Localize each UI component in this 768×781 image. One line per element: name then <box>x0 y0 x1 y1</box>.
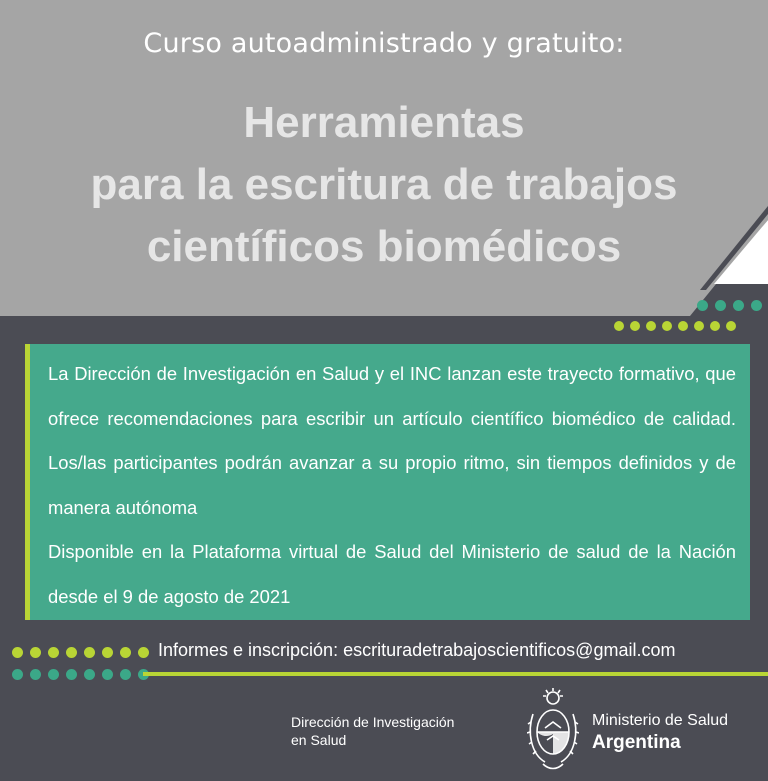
department-name <box>291 713 511 749</box>
department-line: Dirección de Investigación <box>291 714 455 730</box>
divider-line <box>143 672 768 676</box>
decorative-dots <box>697 300 762 311</box>
ministry-line: Ministerio de Salud <box>592 712 729 729</box>
course-title-line: Herramientas <box>243 98 525 147</box>
course-title <box>20 92 748 278</box>
contact-info[interactable]: Informes e inscripción: escrituradetrabajoscientificos@gmail.com <box>158 640 676 660</box>
course-title-line: científicos biomédicos <box>146 222 622 271</box>
description-paragraph: La Dirección de Investigación en Salud y el INC lanzan este trayecto formativo, que ofrece recomendaciones para escribir un artículo científico biomédico de calidad. Los/las participantes podrán avanzar a su propio ritmo, sin tiempos definidos y de manera autónoma <box>48 363 736 518</box>
decorative-dots <box>614 321 736 331</box>
decorative-dots <box>12 669 149 680</box>
decorative-dots <box>12 647 149 658</box>
course-description-box <box>25 344 750 620</box>
course-description <box>48 352 736 620</box>
ministry-country: Argentina <box>592 732 681 753</box>
ministry-name <box>592 711 728 755</box>
department-line: en Salud <box>291 732 347 748</box>
course-title-line: para la escritura de trabajos <box>90 160 678 209</box>
course-subtitle: Curso autoadministrado y gratuito: <box>143 28 625 59</box>
availability-paragraph: Disponible en la Plataforma virtual de Salud del Ministerio de salud de la Nación desde el 9 de agosto de 2021 <box>48 541 736 607</box>
coat-of-arms-icon <box>527 688 579 774</box>
